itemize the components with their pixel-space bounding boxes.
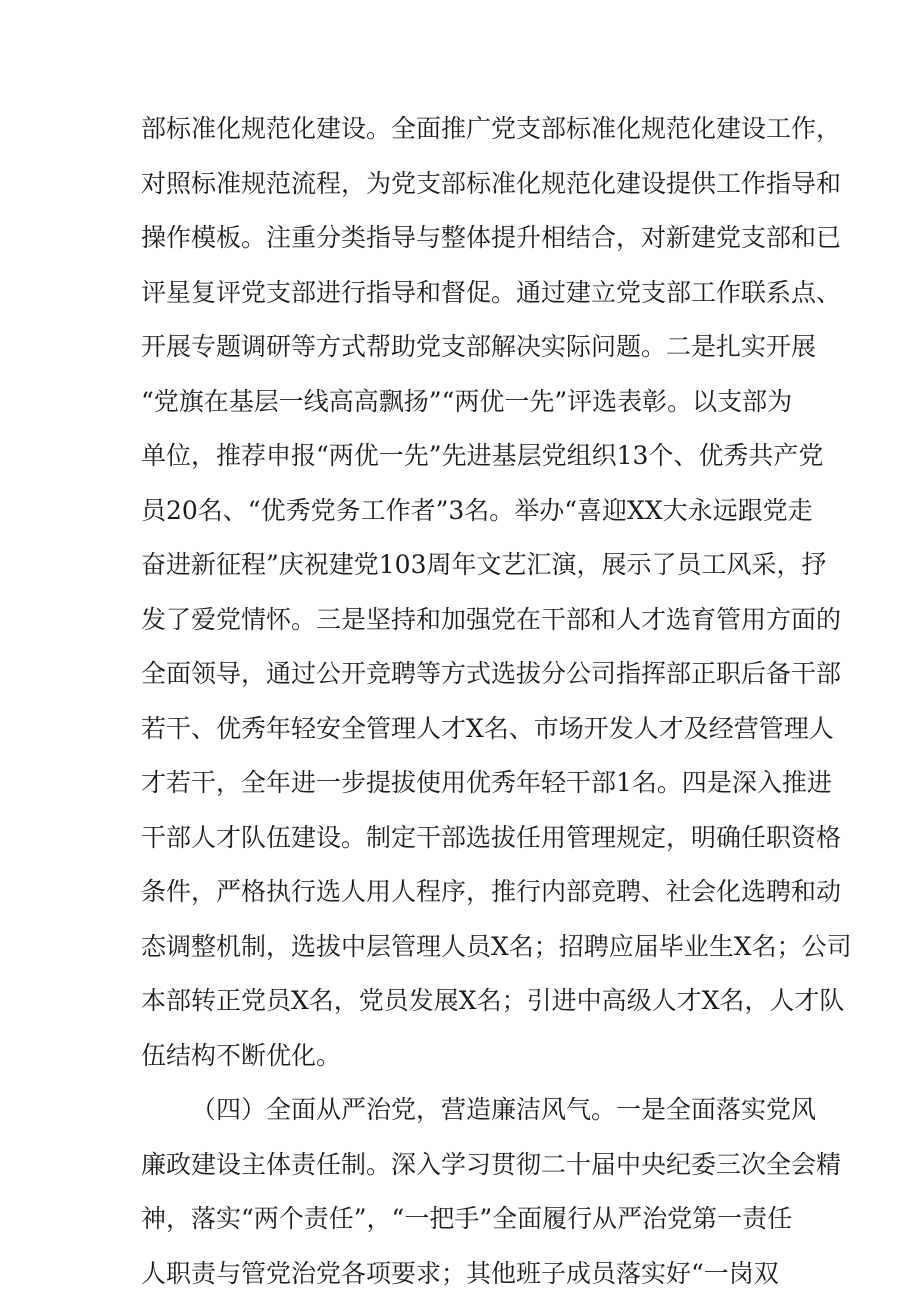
text-line: 发了爱党情怀。三是坚持和加强党在干部和人才选育管用方面的: [141, 604, 842, 634]
text-line: 单位，推荐申报“两优一先”先进基层党组织13个、优秀共产党: [141, 441, 824, 470]
text-line: 部标准化规范化建设。全面推广党支部标准化规范化建设工作，: [141, 114, 842, 143]
text-line: 干部人才队伍建设。制定干部选拔任用管理规定，明确任职资格: [141, 822, 842, 852]
text-line: 人职责与管党治党各项要求；其他班子成员落实好“一岗双: [141, 1258, 779, 1288]
text-line: 态调整机制，选拔中层管理人员X名；招聘应届毕业生X名；公司: [141, 931, 852, 961]
section-heading-line: （四）全面从严治党，营造廉洁风气。一是全面落实党风: [191, 1095, 817, 1124]
text-line: 神，落实“两个责任”，“一把手”全面履行从严治党第一责任: [141, 1204, 793, 1233]
paragraph-end-line: 伍结构不断优化。: [141, 1040, 342, 1070]
text-line: “党旗在基层一线高高飘扬”“两优一先”评选表彰。以支部为: [141, 386, 793, 416]
text-line: 廉政建设主体责任制。深入学习贯彻二十届中央纪委三次全会精: [141, 1149, 842, 1179]
text-line: 本部转正党员X名，党员发展X名；引进中高级人才X名，人才队: [141, 986, 845, 1015]
text-line: 开展专题调研等方式帮助党支部解决实际问题。二是扎实开展: [141, 332, 817, 361]
text-line: 条件，严格执行选人用人程序，推行内部竞聘、社会化选聘和动: [141, 877, 842, 906]
text-line: 若干、优秀年轻安全管理人才X名、市场开发人才及经营管理人: [141, 713, 834, 743]
text-line: 全面领导，通过公开竞聘等方式选拔分公司指挥部正职后备干部: [141, 659, 842, 688]
text-line: 员20名、“优秀党务工作者”3名。举办“喜迎XX大永远跟党走: [141, 495, 813, 525]
text-line: 操作模板。注重分类指导与整体提升相结合，对新建党支部和已: [141, 223, 842, 252]
text-line: 评星复评党支部进行指导和督促。通过建立党支部工作联系点、: [141, 277, 842, 307]
text-line: 对照标准规范流程，为党支部标准化规范化建设提供工作指导和: [141, 168, 842, 198]
body-text: [141, 102, 852, 1301]
text-line: 奋进新征程”庆祝建党103周年文艺汇演，展示了员工风采，抒: [141, 550, 827, 579]
text-line: 才若干，全年进一步提拔使用优秀年轻干部1名。四是深入推进: [141, 768, 832, 797]
